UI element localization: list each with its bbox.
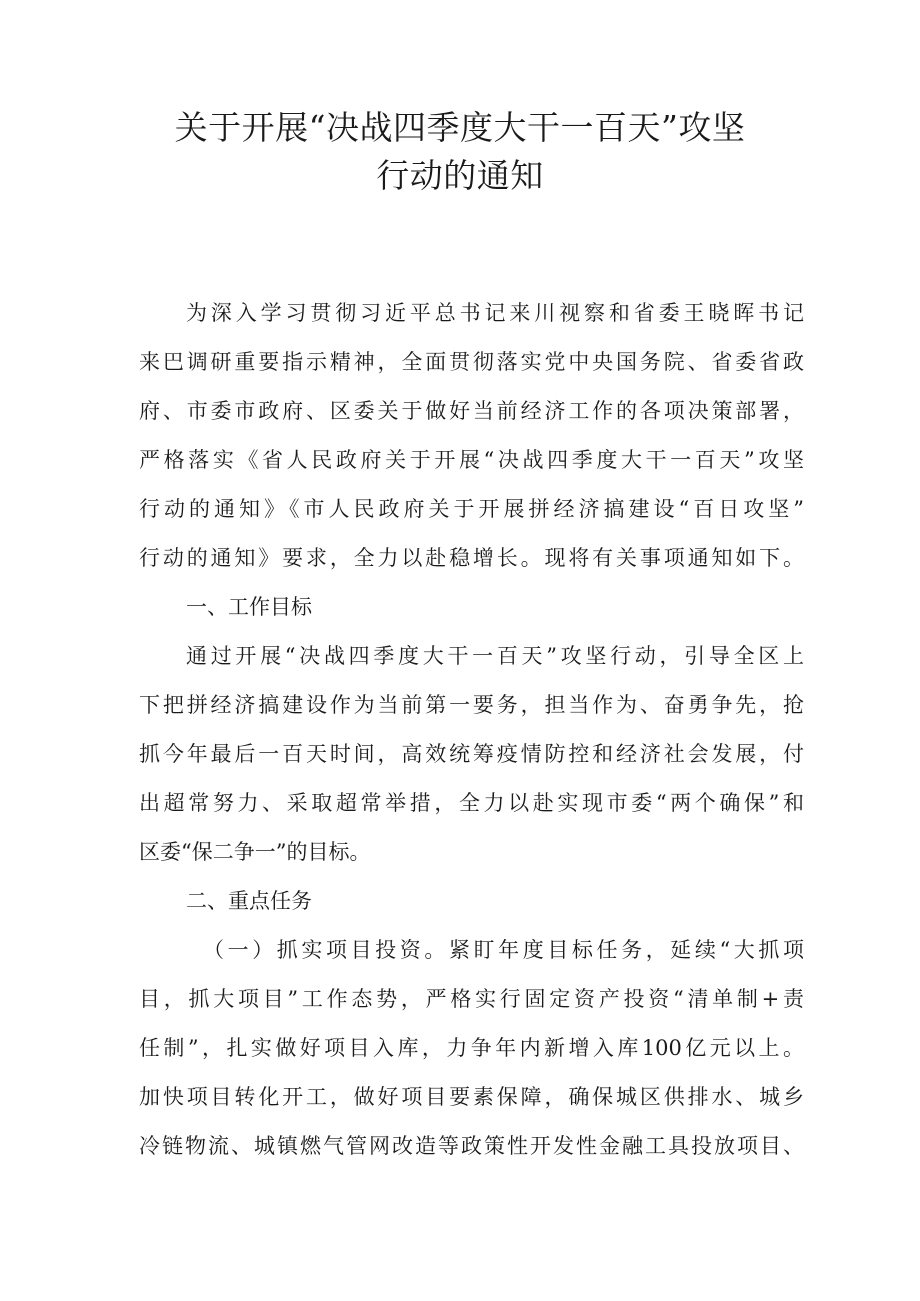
document-body bbox=[139, 289, 804, 1171]
body-line: 冷链物流、城镇燃气管网改造等政策性开发性金融工具投放项目、 bbox=[139, 1134, 804, 1158]
body-line: 任制”，扎实做好项目入库，力争年内新增入库100亿元以上。 bbox=[139, 1036, 804, 1060]
section-heading-work-goals: 一、工作目标 bbox=[186, 595, 312, 619]
body-line: 严格落实《省人民政府关于开展“决战四季度大干一百天”攻坚 bbox=[139, 448, 804, 472]
body-line: 府、市委市政府、区委关于做好当前经济工作的各项决策部署， bbox=[139, 399, 804, 423]
body-line: 为深入学习贯彻习近平总书记来川视察和省委王晓晖书记 bbox=[186, 301, 804, 325]
title-line-2: 行动的通知 bbox=[376, 156, 544, 195]
body-line: 行动的通知》要求，全力以赴稳增长。现将有关事项通知如下。 bbox=[139, 546, 804, 570]
body-line: 下把拼经济搞建设作为当前第一要务，担当作为、奋勇争先，抢 bbox=[139, 693, 804, 717]
body-line: 通过开展“决战四季度大干一百天”攻坚行动，引导全区上 bbox=[186, 644, 804, 668]
title-line-1: 关于开展“决战四季度大干一百天”攻坚 bbox=[174, 108, 746, 147]
body-line: 行动的通知》《市人民政府关于开展拼经济搞建设“百日攻坚” bbox=[139, 497, 804, 521]
body-line: （一）抓实项目投资。紧盯年度目标任务，延续“大抓项 bbox=[203, 938, 804, 962]
body-line: 来巴调研重要指示精神，全面贯彻落实党中央国务院、省委省政 bbox=[139, 350, 804, 374]
body-line: 区委“保二争一”的目标。 bbox=[139, 840, 371, 864]
document-title bbox=[0, 104, 920, 200]
body-line: 目，抓大项目”工作态势，严格实行固定资产投资“清单制+责 bbox=[139, 987, 804, 1011]
body-line: 抓今年最后一百天时间，高效统筹疫情防控和经济社会发展，付 bbox=[139, 742, 804, 766]
body-line: 出超常努力、采取超常举措，全力以赴实现市委“两个确保”和 bbox=[139, 791, 804, 815]
section-heading-key-tasks: 二、重点任务 bbox=[186, 889, 312, 913]
body-line: 加快项目转化开工，做好项目要素保障，确保城区供排水、城乡 bbox=[139, 1085, 804, 1109]
